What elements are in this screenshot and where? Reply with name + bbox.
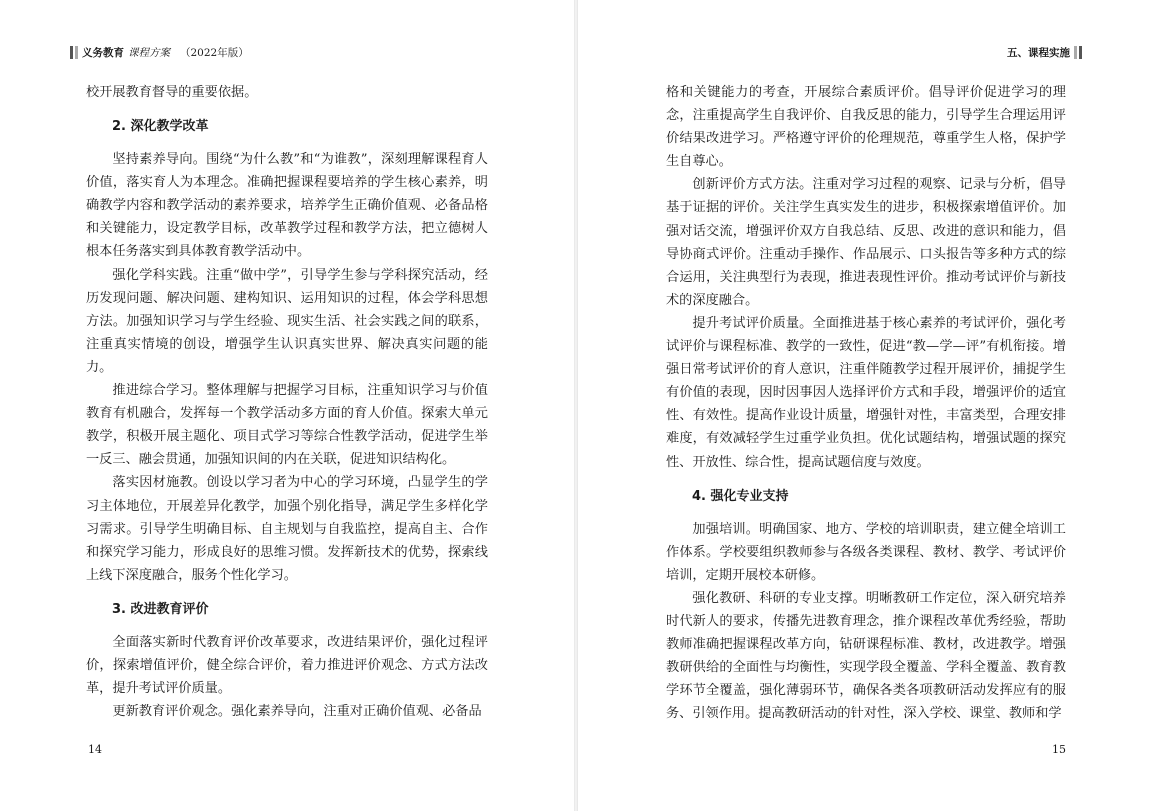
header-book-subtitle: 课程方案 [128, 46, 170, 59]
right-page [578, 0, 1150, 811]
left-page [0, 0, 574, 811]
body-paragraph: 提升考试评价质量。全面推进基于核心素养的考试评价，强化考试评价与课程标准、教学的一致性，促进“教—学—评”有机衔接。增强日常考试评价的育人意识，注重伴随教学过程开展评价，捕捉学生有价值的表现，因时因事因人选择评价方式和手段，增强评价的适宜性、有效性。提高作业设计质量，增强针对性，丰富类型，合理安排难度，有效减轻学生过重学业负担。优化试题结构，增强试题的探究性、开放性、综合性，提高试题信度与效度。 [666, 315, 1066, 470]
body-paragraph: 创新评价方式方法。注重对学习过程的观察、记录与分析，倡导基于证据的评价。关注学生真实发生的进步，积极探索增值评价。加强对话交流，增强评价双方自我总结、反思、改进的意识和能力，倡导协商式评价。注重动手操作、作品展示、口头报告等多种方式的综合运用，关注典型行为表现，推进表现性评价。推动考试评价与新技术的深度融合。 [666, 177, 1066, 308]
section-heading: 4. 强化专业支持 [692, 488, 789, 504]
body-paragraph: 格和关键能力的考查，开展综合素质评价。倡导评价促进学习的理念，注重提高学生自我评价、自我反思的能力，引导学生合理运用评价结果改进学习。严格遵守评价的伦理规范，尊重学生人格，保护学生自尊心。 [666, 85, 1066, 170]
body-paragraph: 校开展教育督导的重要依据。 [86, 85, 258, 100]
body-paragraph: 推进综合学习。整体理解与把握学习目标，注重知识学习与价值教育有机融合，发挥每一个教学活动多方面的育人价值。探索大单元教学，积极开展主题化、项目式学习等综合性教学活动，促进学生举一反三、融会贯通，加强知识间的内在关联，促进知识结构化。 [86, 383, 488, 468]
body-paragraph: 加强培训。明确国家、地方、学校的培训职责，建立健全培训工作体系。学校要组织教师参与各级各类课程、教材、教学、考试评价培训，定期开展校本研修。 [666, 521, 1066, 583]
section-heading: 3. 改进教育评价 [112, 601, 209, 617]
section-heading: 2. 深化教学改革 [112, 119, 209, 135]
right-body-text [666, 81, 1066, 725]
body-paragraph: 强化学科实践。注重“做中学”，引导学生参与学科探究活动，经历发现问题、解决问题、建构知识、运用知识的过程，体会学科思想方法。加强知识学习与学生经验、现实生活、社会实践之间的联系，注重真实情境的创设，增强学生认识真实世界、解决真实问题的能力。 [86, 267, 488, 375]
header-chapter-title: 五、课程实施 [1007, 46, 1070, 59]
header-bar-marks-icon [1074, 46, 1082, 59]
body-paragraph: 全面落实新时代教育评价改革要求，改进结果评价，强化过程评价，探索增值评价，健全综合评价，着力推进评价观念、方式方法改革，提升考试评价质量。 [86, 634, 488, 697]
body-paragraph: 坚持素养导向。围绕“为什么教”和“为谁教”，深刻理解课程育人价值，落实育人为本理念。准确把握课程要培养的学生核心素养，明确教学内容和教学活动的素养要求，培养学生正确价值观、必备品格和关键能力，设定教学目标，改革教学过程和教学方法，把立德树人根本任务落实到具体教育教学活动中。 [86, 152, 488, 260]
body-paragraph: 更新教育评价观念。强化素养导向，注重对正确价值观、必备品 [112, 704, 482, 720]
running-header-right [1007, 44, 1082, 60]
page-number-left: 14 [88, 743, 102, 756]
left-body-text [86, 81, 488, 723]
body-paragraph: 落实因材施教。创设以学习者为中心的学习环境，凸显学生的学习主体地位，开展差异化教学，加强个别化指导，满足学生多样化学习需求。引导学生明确目标、自主规划与自我监控，提高自主、合作和探究学习能力，形成良好的思维习惯。发挥新技术的优势，探索线上线下深度融合，服务个性化学习。 [86, 475, 488, 583]
header-edition: （2022年版） [180, 46, 249, 59]
running-header-left [70, 44, 249, 60]
page-number-right: 15 [1052, 743, 1066, 756]
header-bar-marks-icon [70, 46, 78, 59]
header-book-title: 义务教育 [82, 46, 124, 59]
body-paragraph: 强化教研、科研的专业支撑。明晰教研工作定位，深入研究培养时代新人的要求，传播先进教育理念，推介课程改革优秀经验，帮助教师准确把握课程改革方向，钻研课程标准、教材，改进教学。增强教研供给的全面性与均衡性，实现学段全覆盖、学科全覆盖、教育教学环节全覆盖，强化薄弱环节，确保各类各项教研活动发挥应有的服务、引领作用。提高教研活动的针对性，深入学校、课堂、教师和学 [666, 590, 1066, 722]
